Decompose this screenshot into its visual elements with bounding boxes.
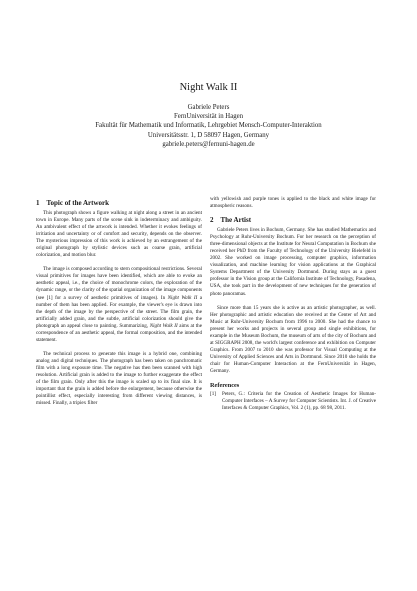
paragraph [36, 266, 202, 344]
artwork-title-italic: Night Walk II [167, 294, 198, 301]
section-number: 2 [210, 216, 214, 225]
section-title: Topic of the Artwork [46, 199, 110, 207]
section-number: 1 [36, 199, 40, 207]
reference-item [210, 391, 376, 412]
author-block [0, 103, 417, 149]
section-heading [210, 216, 376, 225]
author-email: gabriele.peters@fernuni-hagen.de [162, 140, 255, 148]
references-heading: References [210, 382, 240, 390]
reference-text: Peters, G.: Criteria for the Creation of Aesthetic Images for Human-Computer Interfaces – A Survey for Computer Scientists. Int. J. of Creative Interfaces & Computer Graphics, Vol. 2 (1), pp. 68 98, 2011. [222, 391, 376, 412]
section-title: The Artist [220, 216, 252, 225]
affiliation-address: Universitätsstr. 1, D 58097 Hagen, Germany [147, 131, 270, 139]
reference-list [210, 391, 376, 412]
paragraph-continued: with yellowish and purple tones is applied to the black and white image for atmospheric reasons. [210, 196, 376, 210]
paragraph: This photograph shows a figure walking at night along a street in an ancient town in Europe. Many parts of the scene sink in indeterminacy and ambiguity. An ambivalent effect of the artwork is intended. Whether it evokes feelings of irritiation and uncertainty or of comfort and security, depends on the observer. The mysterious impression of this work is achieved by an estrangement of the original photograph by stylistic devices such as coarse grain, artificial colorization, and motion blur. [36, 210, 202, 259]
paragraph: Gabriele Peters lives in Bochum, Germany. She has studied Mathematics and Psychology at Ruhr-University Bochum. For her research on the perception of three-dimensional objects at the Institute for Neural Computation in Bochum she received her PhD from the Faculty of Technology of the University Bielefeld in 2002. She worked on image processing, computer graphics, information visualization, and machine learning for vision applications at the Graphical Systems Department of the University Dortmund. During stays as a guest professor in the Vision group at the California Institute of Technology, Pasadena, USA, she took part in the development of new techniques for the generation of photo panoramas. [210, 227, 376, 297]
section-heading [36, 199, 202, 208]
right-column [210, 196, 376, 412]
artwork-title-italic: Night Walk II [149, 322, 178, 329]
author-name: Gabriele Peters [187, 104, 230, 111]
text-run: a number of them has been applied. For example, the viewer's eye is drawn into the depth of the image by the perspective of the street. The film grain, the artificially added grain, and the subtle, artificial colorization should give the photograph an appeal close to painting. Summarizing, [36, 294, 202, 329]
reference-number: [1] [210, 391, 216, 398]
paragraph: The technical process to generate this image is a hybrid one, combining analog and digital techniques. The photograph has been taken on panchromatic film with a long exposure time. The negative has then been scanned with high resolution. Artificial grain is added to the image to further exaggerate the effect of the film grain. Only after this the image is scaled up to its final size. It is important that the grain is added before the enlargement, because otherwise the pointillist effect, especially interesting from different viewing distances, is missed. Finally, a tripiex filter [36, 350, 202, 407]
left-column [36, 199, 202, 414]
text-run: The image is composed according to stern compositional restrictions. Several visual primitives for images have been identified, which are able to evoke an aesthetic appeal, i.e., the choice of monochrome colors, the exploration of the dynamic range, or the clarity of the spatial organization of the image components (see [1] for a survey of aesthetic primitives of images). In [36, 266, 202, 301]
affiliation-faculty: Fakultät für Mathematik und Informatik, Lehrgebiet Mensch-Computer-Interaktion [95, 122, 322, 130]
text-run: aims at the correspondence of an aesthetic appeal, the formal composition, and the intended statement. [36, 322, 202, 343]
paper-title: Night Walk II [179, 82, 238, 93]
affiliation-university: FernUniversität in Hagen [173, 113, 244, 121]
paragraph: Since more than 15 years she is active as an artistic photographer, as well. Her photographic and artistic education she received at the Center of Art and Music at Ruhr-University Bochum from 1996 to 2000. She had the chance to present her works and projects in several group and single exhibitions, for example in the Museum Bochum, the museum of arts of the city of Bochum and at SIGGRAPH 2008, the world's largest conference and exhibition on Computer Graphics. From 2007 to 2010 she was professor for Visual Computing at the University of Applied Sciences and Arts in Dortmund. Since 2010 she holds the chair for Human-Computer Interaction at the FernUniversität in Hagen, Germany. [210, 304, 376, 374]
